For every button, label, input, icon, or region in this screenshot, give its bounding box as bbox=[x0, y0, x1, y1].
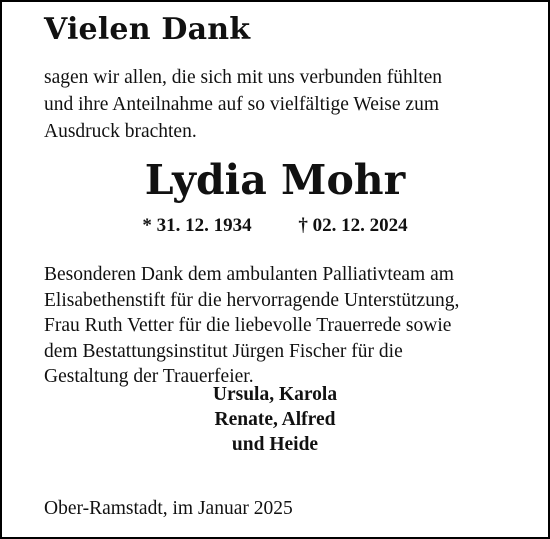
birth-date: * 31. 12. 1934 bbox=[142, 215, 252, 236]
intro-line: sagen wir allen, die sich mit uns verbunden fühlten bbox=[44, 67, 443, 88]
thanks-line: Besonderen Dank dem ambulanten Palliativteam am bbox=[44, 264, 454, 285]
intro-line: Ausdruck brachten. bbox=[44, 121, 197, 142]
notice-heading: Vielen Dank bbox=[44, 12, 251, 47]
intro-line: und ihre Anteilnahme auf so vielfältige Weise zum bbox=[44, 94, 439, 115]
thanks-line: dem Bestattungsinstitut Jürgen Fischer für die bbox=[44, 340, 403, 362]
life-dates bbox=[2, 215, 548, 237]
deceased-name: Lydia Mohr bbox=[144, 156, 406, 204]
thanks-text bbox=[44, 262, 534, 390]
thanks-line: Gestaltung der Trauerfeier. bbox=[44, 366, 254, 387]
thanks-line: Elisabethenstift für die hervorragende Unterstützung, bbox=[44, 289, 460, 311]
intro-text bbox=[44, 64, 524, 145]
death-date: † 02. 12. 2024 bbox=[298, 215, 408, 236]
place-and-date: Ober-Ramstadt, im Januar 2025 bbox=[44, 498, 293, 519]
signer-line: und Heide bbox=[231, 434, 319, 455]
signers-block bbox=[2, 382, 548, 457]
signer-line: Renate, Alfred bbox=[214, 409, 336, 430]
thanks-line: Frau Ruth Vetter für die liebevolle Trauerrede sowie bbox=[44, 315, 452, 336]
signer-line: Ursula, Karola bbox=[212, 384, 338, 405]
